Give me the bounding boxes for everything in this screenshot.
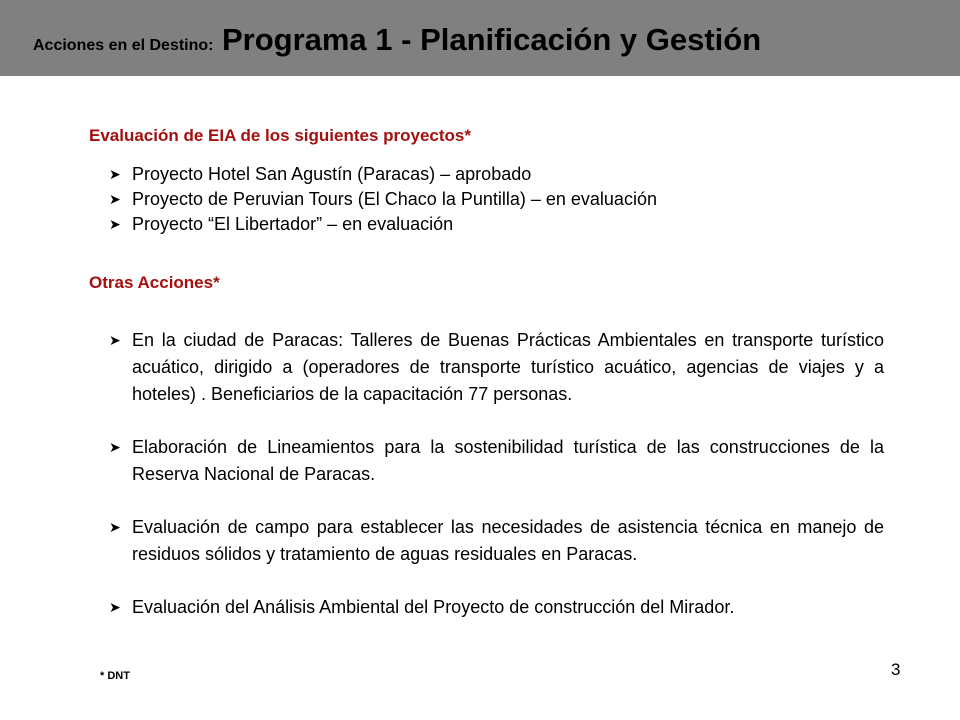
arrow-bullet-icon: ➤ <box>109 166 121 182</box>
title-program: Programa 1 - Planificación y Gestión <box>221 22 762 57</box>
slide-title <box>33 22 761 58</box>
arrow-bullet-icon: ➤ <box>109 216 121 232</box>
page-number: 3 <box>891 660 901 679</box>
arrow-bullet-icon: ➤ <box>109 519 121 535</box>
arrow-bullet-icon: ➤ <box>109 191 121 207</box>
arrow-bullet-icon: ➤ <box>109 599 121 615</box>
list-item <box>109 162 884 187</box>
header-bar <box>0 0 960 76</box>
list-item-text: Evaluación del Análisis Ambiental del Proyecto de construcción del Mirador. <box>132 597 735 617</box>
arrow-bullet-icon: ➤ <box>109 332 121 348</box>
list-item-text: Proyecto “El Libertador” – en evaluación <box>132 214 454 234</box>
section-title-eia: Evaluación de EIA de los siguientes proyectos* <box>89 126 471 145</box>
list-item <box>109 514 884 568</box>
list-item-text: Evaluación de campo para establecer las necesidades de asistencia técnica en manejo de residuos sólidos y tratamiento de aguas residuales en Paracas. <box>132 517 884 564</box>
list-item-text: Proyecto Hotel San Agustín (Paracas) – aprobado <box>132 164 532 184</box>
arrow-bullet-icon: ➤ <box>109 439 121 455</box>
list-item-text: Proyecto de Peruvian Tours (El Chaco la Puntilla) – en evaluación <box>132 189 657 209</box>
eia-project-list <box>109 162 884 237</box>
list-item <box>109 327 884 408</box>
list-item-text: En la ciudad de Paracas: Talleres de Buenas Prácticas Ambientales en transporte turístico acuático, dirigido a (operadores de transporte turístico acuático, agencias de viajes y a hoteles) . Beneficiarios de la capacitación 77 personas. <box>132 330 884 404</box>
section-title-otras: Otras Acciones* <box>89 273 220 292</box>
otras-acciones-list <box>109 327 884 621</box>
title-prefix: Acciones en el Destino: <box>33 37 214 54</box>
list-item <box>109 212 884 237</box>
list-item <box>109 434 884 488</box>
list-item <box>109 594 884 621</box>
list-item-text: Elaboración de Lineamientos para la sostenibilidad turística de las construcciones de la Reserva Nacional de Paracas. <box>132 437 884 484</box>
footnote: * DNT <box>100 670 130 682</box>
list-item <box>109 187 884 212</box>
